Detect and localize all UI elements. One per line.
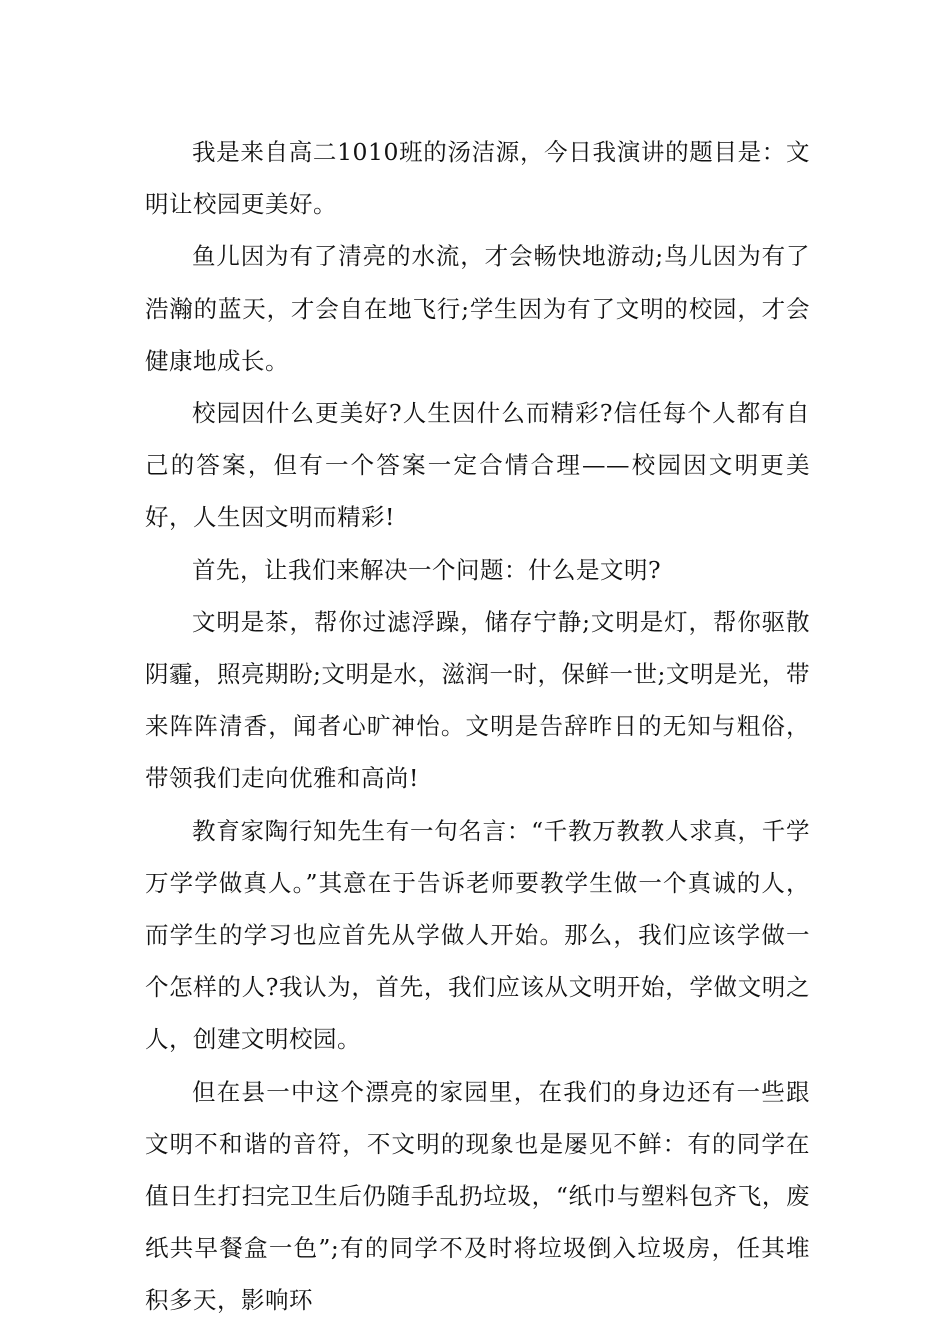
paragraph-uncivilized-phenomena: 但在县一中这个漂亮的家园里，在我们的身边还有一些跟文明不和谐的音符，不文明的现象也是屡见不鲜：有的同学在值日生打扫完卫生后仍随手乱扔垃圾，“纸巾与塑料包齐飞，废纸共早餐盒一色”;有的同学不及时将垃圾倒入垃圾房，任其堆积多天，影响环 xyxy=(145,1077,810,1315)
document-body xyxy=(145,126,810,1327)
paragraph-quote: 教育家陶行知先生有一句名言：“千教万教教人求真，千学万学学做真人。”其意在于告诉老师要教学生做一个真诚的人，而学生的学习也应首先从学做人开始。那么，我们应该学做一个怎样的人?我认为，首先，我们应该从文明开始，学做文明之人，创建文明校园。 xyxy=(145,816,810,1054)
paragraph-metaphor: 鱼儿因为有了清亮的水流，才会畅快地游动;鸟儿因为有了浩瀚的蓝天，才会自在地飞行;学生因为有了文明的校园，才会健康地成长。 xyxy=(145,242,810,375)
paragraph-intro: 我是来自高二1010班的汤洁源，今日我演讲的题目是：文明让校园更美好。 xyxy=(145,138,810,219)
paragraph-what-is-civilization: 首先，让我们来解决一个问题：什么是文明? xyxy=(192,555,662,584)
paragraph-civilization-definition: 文明是茶，帮你过滤浮躁，储存宁静;文明是灯，帮你驱散阴霾，照亮期盼;文明是水，滋润一时，保鲜一世;文明是光，带来阵阵清香，闻者心旷神怡。文明是告辞昨日的无知与粗俗，带领我们走向优雅和高尚! xyxy=(145,607,810,793)
paragraph-question: 校园因什么更美好?人生因什么而精彩?信任每个人都有自己的答案，但有一个答案一定合情合理——校园因文明更美好，人生因文明而精彩! xyxy=(145,399,810,532)
